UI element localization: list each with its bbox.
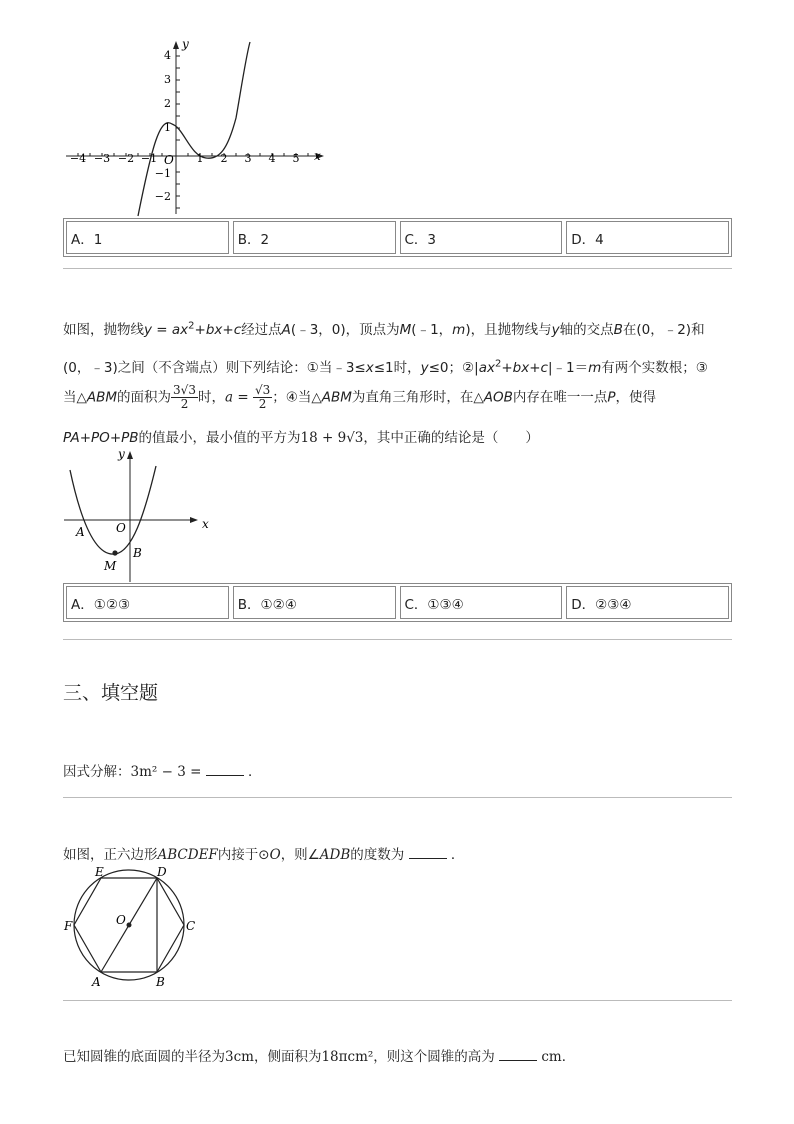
vertex-e-label: E (95, 865, 104, 879)
tick-x-neg3: −3 (93, 152, 111, 165)
origin-label: O (116, 521, 126, 535)
tick-x-1: 1 (196, 152, 204, 165)
fraction-a-value: $\frac{√3}{2}$ (254, 383, 271, 411)
origin-label: O (164, 153, 174, 167)
divider (63, 797, 732, 798)
q2-line-4: PA+PO+PB的值最小，最小值的平方为18 + 9√3，其中正确的结论是（ ） (63, 430, 539, 446)
q2-option-c[interactable]: C．①③④ (400, 586, 563, 619)
y-axis-label: y (182, 37, 189, 51)
cubic-graph (60, 36, 330, 218)
answer-blank[interactable] (499, 1048, 537, 1061)
vertex-f-label: F (64, 919, 73, 933)
hexagon-figure (60, 862, 200, 992)
divider (63, 268, 732, 269)
vertex-a-label: A (92, 975, 101, 989)
q2-line-2: (0，﹣3)之间（不含端点）则下列结论：①当﹣3≤x≤1时，y≤0；$②|ax^2+bx+c|﹣1=m$有两个实数根；③ (63, 358, 708, 376)
vertex-d-label: D (157, 865, 167, 879)
fraction-area: $\frac{3√3}{2}$ (173, 383, 196, 411)
tick-x-3: 3 (244, 152, 252, 165)
tick-y-4: 4 (164, 49, 171, 62)
point-a-label: A (76, 525, 85, 539)
section-heading: 三、填空题 (63, 682, 159, 704)
center-o-label: O (116, 913, 126, 927)
tick-x-neg4: −4 (69, 152, 87, 165)
q2-option-a[interactable]: A．①②③ (66, 586, 229, 619)
answer-blank[interactable] (206, 763, 244, 776)
y-axis-label: y (118, 447, 125, 461)
point-m-label: M (104, 559, 117, 573)
q1-option-a[interactable]: A．1 (66, 221, 229, 254)
q1-option-c[interactable]: C．3 (400, 221, 563, 254)
divider (63, 639, 732, 640)
tick-x-neg2: −2 (117, 152, 135, 165)
tick-y-neg1: −1 (154, 167, 171, 180)
x-axis-label: x (314, 149, 321, 163)
divider (63, 1000, 732, 1001)
vertex-c-label: C (186, 919, 196, 933)
tick-y-neg2: −2 (154, 190, 171, 203)
q2-option-b[interactable]: B．①②④ (233, 586, 396, 619)
answer-blank[interactable] (409, 846, 447, 859)
point-b-label: B (133, 546, 142, 560)
q2-option-d[interactable]: D．②③④ (566, 586, 729, 619)
tick-x-4: 4 (268, 152, 276, 165)
fill1-question: 因式分解：3m² − 3 = ． (63, 764, 262, 780)
tick-x-2: 2 (220, 152, 228, 165)
q1-option-d[interactable]: D．4 (566, 221, 729, 254)
q2-line-3: 当△ABM的面积为 $\frac{3√3}{2}$ 时，a = $\frac{√3}{2}$ ；④当△ABM为直角三角形时，在△AOB内存在唯一一点P，使得 (63, 383, 657, 411)
fill3-question: 已知圆锥的底面圆的半径为3cm，侧面积为18πcm²，则这个圆锥的高为 cm． (63, 1049, 576, 1065)
tick-y-3: 3 (164, 73, 171, 86)
q2-options (63, 583, 732, 622)
x-axis-label: x (202, 517, 209, 531)
q1-option-b[interactable]: B．2 (233, 221, 396, 254)
q2-line-1: 如图，抛物线$y = ax^2+bx+c$经过点A(﹣3，0)，顶点为M(﹣1，m)，且抛物线与y轴的交点B在(0，﹣2)和 (63, 320, 705, 338)
parabola-curve (70, 466, 156, 554)
fill2-question: 如图，正六边形ABCDEF内接于⊙O，则∠ADB的度数为 ． (63, 847, 465, 863)
tick-x-neg1: −1 (140, 152, 158, 165)
vertex-b-label: B (156, 975, 165, 989)
parabola-graph (60, 446, 220, 584)
tick-y-2: 2 (164, 97, 171, 110)
tick-x-5: 5 (292, 152, 300, 165)
tick-y-1: 1 (164, 121, 171, 134)
q1-options (63, 218, 732, 257)
